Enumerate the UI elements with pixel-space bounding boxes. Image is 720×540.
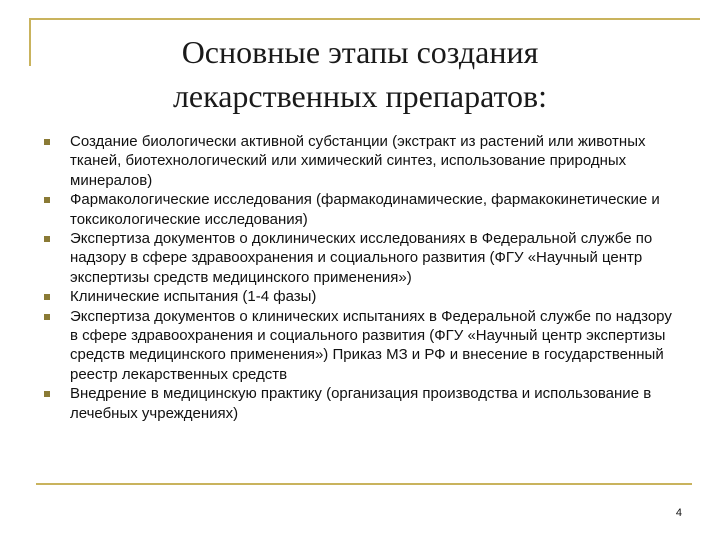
bullet-item [44, 132, 674, 190]
square-bullet-icon [44, 294, 50, 300]
slide-title-line-1: Основные этапы создания [181, 34, 539, 70]
bullet-text: Внедрение в медицинскую практику (организация производства и использование в лечебных учреждениях) [70, 385, 652, 422]
bullet-text: Создание биологически активной субстанции (экстракт из растений или животных тканей, биотехнологический или химический синтез, использование природных минералов) [70, 133, 646, 189]
square-bullet-icon [44, 391, 50, 397]
square-bullet-icon [44, 236, 50, 242]
frame-bottom-line [36, 483, 692, 485]
bullet-text: Клинические испытания (1-4 фазы) [70, 288, 317, 306]
bullet-text: Фармакологические исследования (фармакодинамические, фармакокинетические и токсикологические исследования) [70, 191, 660, 228]
bullet-item [44, 384, 674, 423]
frame-top-line [29, 18, 700, 20]
bullet-item [44, 307, 674, 385]
bullet-list [44, 132, 674, 423]
slide-title [60, 30, 660, 118]
bullet-text: Экспертиза документов о доклинических исследованиях в Федеральной службе по надзору в сфере здравоохранения и социального развития (ФГУ «Научный центр экспертизы средств медицинского применения») [70, 230, 653, 286]
bullet-item [44, 287, 674, 306]
bullet-text: Экспертиза документов о клинических испытаниях в Федеральной службе по надзору в сфере здравоохранения и социального развития (ФГУ «Научный центр экспертизы средств медицинского применения») Приказ МЗ и РФ и внесение в государственный реестр лекарственных средств [70, 307, 672, 383]
page-number: 4 [675, 507, 682, 519]
bullet-item [44, 229, 674, 287]
slide-title-line-2: лекарственных препаратов: [172, 78, 548, 114]
bullet-item [44, 190, 674, 229]
frame-left-line [29, 18, 31, 66]
square-bullet-icon [44, 197, 50, 203]
square-bullet-icon [44, 314, 50, 320]
square-bullet-icon [44, 139, 50, 145]
